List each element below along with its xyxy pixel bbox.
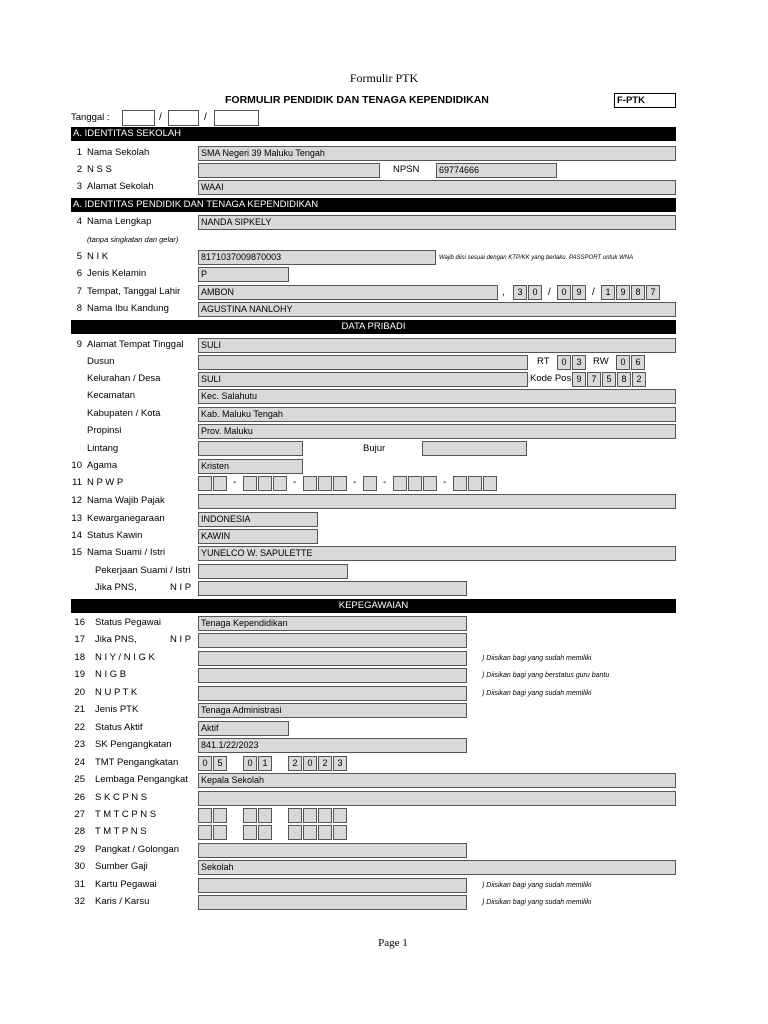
npwp-dash: -	[383, 477, 387, 488]
tmt-pengangkatan-label: TMT Pengangkatan	[95, 757, 179, 768]
npsn-label: NPSN	[393, 164, 420, 175]
tmt-cpns-digit[interactable]	[288, 808, 302, 823]
status-kawin-field[interactable]: KAWIN	[198, 529, 318, 544]
npwp-dash: -	[353, 477, 357, 488]
row-number: 23	[74, 739, 85, 750]
nss-field[interactable]	[198, 163, 380, 178]
sk-pengangkatan-label: SK Pengangkatan	[95, 739, 172, 750]
nama-lengkap-note: (tanpa singkatan dan gelar)	[87, 235, 179, 244]
npwp-digit[interactable]	[303, 476, 317, 491]
kodepos-label: Kode Pos	[530, 373, 572, 384]
kelurahan-field[interactable]: SULI	[198, 372, 528, 387]
sumber-gaji-field[interactable]: Sekolah	[198, 860, 676, 875]
agama-field[interactable]: Kristen	[198, 459, 303, 474]
nigb-field[interactable]	[198, 668, 467, 683]
kecamatan-label: Kecamatan	[87, 390, 136, 401]
row-number: 29	[74, 844, 85, 855]
thn-lahir-digit[interactable]: 8	[631, 285, 645, 300]
row-number: 3	[76, 181, 82, 192]
wajib-pajak-label: Nama Wajib Pajak	[87, 495, 165, 506]
tmt-cpns-digit[interactable]	[213, 808, 227, 823]
lintang-field[interactable]	[198, 441, 303, 456]
nuptk-field[interactable]	[198, 686, 467, 701]
nip-field[interactable]	[198, 633, 467, 648]
pekerjaan-pasangan-field[interactable]	[198, 564, 348, 579]
status-pegawai-label: Status Pegawai	[95, 617, 162, 628]
tmt-thn-digit[interactable]: 2	[288, 756, 302, 771]
row-number: 4	[76, 216, 82, 227]
row-number: 24	[74, 757, 85, 768]
npwp-label: N P W P	[87, 477, 124, 488]
npwp-digit[interactable]	[363, 476, 377, 491]
rw-digit[interactable]: 0	[616, 355, 630, 370]
kelurahan-label: Kelurahan / Desa	[87, 373, 161, 384]
rt-digit[interactable]: 0	[557, 355, 571, 370]
row-number: 11	[72, 477, 82, 488]
row-number: 12	[71, 495, 82, 506]
nuptk-note: ) Diisikan bagi yang sudah memiliki	[482, 690, 592, 697]
tmt-pns-digit[interactable]	[318, 825, 332, 840]
wajib-pajak-field[interactable]	[198, 494, 676, 509]
tmt-cpns-label: T M T C P N S	[95, 809, 157, 820]
pasangan-field[interactable]: YUNELCO W. SAPULETTE	[198, 546, 676, 561]
tmt-thn-digit[interactable]: 0	[303, 756, 317, 771]
thn-lahir-digit[interactable]: 1	[601, 285, 615, 300]
tmt-cpns-digit[interactable]	[318, 808, 332, 823]
npwp-digit[interactable]	[213, 476, 227, 491]
jika-pns-label: Jika PNS,	[95, 582, 137, 593]
row-number: 10	[71, 460, 82, 471]
status-aktif-field[interactable]: Aktif	[198, 721, 289, 736]
npwp-digit[interactable]	[468, 476, 482, 491]
ttl-comma: ,	[502, 287, 505, 298]
kartu-pegawai-note: ) Diisikan bagi yang sudah memiliki	[482, 882, 592, 889]
tmt-pns-digit[interactable]	[303, 825, 317, 840]
row-number: 16	[74, 617, 85, 628]
row-number: 17	[74, 634, 85, 645]
npwp-digit[interactable]	[333, 476, 347, 491]
npwp-digit[interactable]	[273, 476, 287, 491]
nama-lengkap-label: Nama Lengkap	[87, 216, 152, 227]
status-aktif-label: Status Aktif	[95, 722, 143, 733]
kartu-pegawai-field[interactable]	[198, 878, 467, 893]
page-number: Page 1	[378, 937, 408, 949]
kewarganegaraan-label: Kewarganegaraan	[87, 513, 165, 524]
tanggal-month-field[interactable]	[168, 110, 199, 126]
karis-karsu-note: ) Diisikan bagi yang sudah memiliki	[482, 899, 592, 906]
row-number: 25	[74, 774, 85, 785]
agama-label: Agama	[87, 460, 118, 471]
form-label: Formulir PTK	[349, 71, 419, 85]
alamat-sekolah-label: Alamat Sekolah	[87, 181, 154, 192]
rt-label: RT	[537, 356, 550, 367]
npwp-digit[interactable]	[423, 476, 437, 491]
kecamatan-field[interactable]: Kec. Salahutu	[198, 389, 676, 404]
npwp-digit[interactable]	[318, 476, 332, 491]
row-number: 13	[71, 513, 82, 524]
kodepos-digit[interactable]: 2	[632, 372, 646, 387]
tempat-lahir-field[interactable]: AMBON	[198, 285, 498, 300]
row-number: 1	[76, 147, 82, 158]
row-number: 2	[76, 164, 82, 175]
nama-sekolah-field[interactable]: SMA Negeri 39 Maluku Tengah	[198, 146, 676, 161]
tmt-tgl-digit[interactable]: 5	[213, 756, 227, 771]
section-data-pribadi: DATA PRIBADI	[71, 320, 676, 334]
nip-label: N I P	[170, 582, 192, 593]
nik-note: Wajib diisi sesuai dengan KTP/KK yang berlaku. PASSPORT untuk WNA	[439, 255, 634, 261]
npwp-dash: -	[443, 477, 447, 488]
status-kawin-label: Status Kawin	[87, 530, 143, 541]
jenis-kelamin-label: Jenis Kelamin	[87, 268, 147, 279]
npwp-digit[interactable]	[408, 476, 422, 491]
tmt-tgl-digit[interactable]: 0	[198, 756, 212, 771]
jenis-kelamin-field[interactable]: P	[198, 267, 289, 282]
kodepos-digit[interactable]: 7	[587, 372, 601, 387]
tmt-pns-digit[interactable]	[213, 825, 227, 840]
jenis-ptk-field[interactable]: Tenaga Administrasi	[198, 703, 467, 718]
sk-cpns-field[interactable]	[198, 791, 676, 806]
sumber-gaji-label: Sumber Gaji	[95, 861, 148, 872]
tanggal-day-field[interactable]	[122, 110, 155, 126]
nama-lengkap-field[interactable]: NANDA SIPKELY	[198, 215, 676, 230]
jika-pns-label: Jika PNS,	[95, 634, 137, 645]
nip-label: N I P	[170, 634, 192, 645]
niy-label: N I Y / N I G K	[95, 652, 155, 663]
ibu-kandung-field[interactable]: AGUSTINA NANLOHY	[198, 302, 676, 317]
pekerjaan-pasangan-label: Pekerjaan Suami / Istri	[95, 565, 191, 576]
row-number: 27	[74, 809, 85, 820]
rt-digit[interactable]: 3	[572, 355, 586, 370]
nuptk-label: N U P T K	[95, 687, 138, 698]
thn-lahir-digit[interactable]: 7	[646, 285, 660, 300]
form-title: FORMULIR PENDIDIK DAN TENAGA KEPENDIDIKAN	[225, 94, 489, 106]
npwp-digit[interactable]	[198, 476, 212, 491]
row-number: 22	[74, 722, 85, 733]
kodepos-digit[interactable]: 9	[572, 372, 586, 387]
row-number: 9	[76, 339, 82, 350]
npwp-dash: -	[233, 477, 237, 488]
tanggal-slash: /	[204, 112, 207, 123]
nip-pasangan-field[interactable]	[198, 581, 467, 596]
nigb-note: ) Diisikan bagi yang berstatus guru bantu	[482, 672, 610, 679]
lembaga-pengangkat-label: Lembaga Pengangkat	[95, 774, 188, 785]
npwp-dash: -	[293, 477, 297, 488]
ibu-kandung-label: Nama Ibu Kandung	[87, 303, 169, 314]
npwp-digit[interactable]	[483, 476, 497, 491]
pasangan-label: Nama Suami / Istri	[87, 547, 166, 558]
row-number: 5	[76, 251, 82, 262]
row-number: 15	[71, 547, 82, 558]
propinsi-label: Propinsi	[87, 425, 122, 436]
sk-cpns-label: S K C P N S	[95, 792, 148, 803]
pangkat-label: Pangkat / Golongan	[95, 844, 179, 855]
thn-lahir-digit[interactable]: 9	[616, 285, 630, 300]
rw-digit[interactable]: 6	[631, 355, 645, 370]
row-number: 30	[74, 861, 85, 872]
npwp-digit[interactable]	[453, 476, 467, 491]
lembaga-pengangkat-field[interactable]: Kepala Sekolah	[198, 773, 676, 788]
tmt-pns-digit[interactable]	[198, 825, 212, 840]
date-slash: /	[592, 287, 595, 298]
kabupaten-field[interactable]: Kab. Maluku Tengah	[198, 407, 676, 422]
tmt-bln-digit[interactable]: 0	[243, 756, 257, 771]
nik-label: N I K	[87, 251, 109, 262]
tmt-cpns-digit[interactable]	[198, 808, 212, 823]
tmt-bln-digit[interactable]: 1	[258, 756, 272, 771]
row-number: 26	[74, 792, 85, 803]
propinsi-field[interactable]: Prov. Maluku	[198, 424, 676, 439]
karis-karsu-field[interactable]	[198, 895, 467, 910]
tgl-lahir-digit[interactable]: 0	[528, 285, 542, 300]
form-code: F-PTK	[614, 93, 676, 108]
tmt-cpns-digit[interactable]	[303, 808, 317, 823]
tmt-cpns-digit[interactable]	[243, 808, 257, 823]
tanggal-label: Tanggal :	[71, 112, 110, 123]
npwp-digit[interactable]	[243, 476, 257, 491]
bln-lahir-digit[interactable]: 9	[572, 285, 586, 300]
tmt-cpns-digit[interactable]	[258, 808, 272, 823]
sk-pengangkatan-field[interactable]: 841.1/22/2023	[198, 738, 467, 753]
row-number: 14	[71, 530, 82, 541]
dusun-label: Dusun	[87, 356, 115, 367]
bujur-field[interactable]	[422, 441, 527, 456]
nigb-label: N I G B	[95, 669, 127, 680]
row-number: 21	[74, 704, 85, 715]
pangkat-field[interactable]	[198, 843, 467, 858]
tmt-pns-label: T M T P N S	[95, 826, 147, 837]
kewarganegaraan-field[interactable]: INDONESIA	[198, 512, 318, 527]
date-slash: /	[548, 287, 551, 298]
row-number: 7	[76, 286, 82, 297]
bln-lahir-digit[interactable]: 0	[557, 285, 571, 300]
npwp-digit[interactable]	[393, 476, 407, 491]
nama-sekolah-label: Nama Sekolah	[87, 147, 150, 158]
row-number: 6	[76, 268, 82, 279]
lintang-label: Lintang	[87, 443, 119, 454]
kartu-pegawai-label: Kartu Pegawai	[95, 879, 157, 890]
row-number: 28	[74, 826, 85, 837]
tmt-thn-digit[interactable]: 3	[333, 756, 347, 771]
row-number: 8	[76, 303, 82, 314]
kodepos-digit[interactable]: 8	[617, 372, 631, 387]
ttl-label: Tempat, Tanggal Lahir	[87, 286, 181, 297]
row-number: 31	[74, 879, 85, 890]
nss-label: N S S	[87, 164, 112, 175]
kodepos-digit[interactable]: 5	[602, 372, 616, 387]
alamat-label: Alamat Tempat Tinggal	[87, 339, 184, 350]
row-number: 18	[74, 652, 85, 663]
niy-note: ) Diisikan bagi yang sudah memiliki	[482, 655, 592, 662]
tmt-thn-digit[interactable]: 2	[318, 756, 332, 771]
bujur-label: Bujur	[363, 443, 386, 454]
section-identitas-ptk: A. IDENTITAS PENDIDIK DAN TENAGA KEPENDIDIKAN	[71, 198, 676, 212]
alamat-field[interactable]: SULI	[198, 338, 676, 353]
niy-field[interactable]	[198, 651, 467, 666]
row-number: 20	[74, 687, 85, 698]
status-pegawai-field[interactable]: Tenaga Kependidikan	[198, 616, 467, 631]
alamat-sekolah-field[interactable]: WAAI	[198, 180, 676, 195]
tmt-pns-digit[interactable]	[288, 825, 302, 840]
npsn-field[interactable]: 69774666	[436, 163, 557, 178]
tanggal-slash: /	[159, 112, 162, 123]
rw-label: RW	[593, 356, 609, 367]
kabupaten-label: Kabupaten / Kota	[87, 408, 161, 419]
dusun-field[interactable]	[198, 355, 528, 370]
tmt-pns-digit[interactable]	[243, 825, 257, 840]
section-kepegawaian: KEPEGAWAIAN	[71, 599, 676, 613]
karis-karsu-label: Karis / Karsu	[95, 896, 150, 907]
nik-field[interactable]: 8171037009870003	[198, 250, 436, 265]
row-number: 32	[74, 896, 85, 907]
tanggal-year-field[interactable]	[214, 110, 259, 126]
section-identitas-sekolah: A. IDENTITAS SEKOLAH	[71, 127, 676, 141]
tmt-pns-digit[interactable]	[258, 825, 272, 840]
jenis-ptk-label: Jenis PTK	[95, 704, 139, 715]
row-number: 19	[74, 669, 85, 680]
tmt-cpns-digit[interactable]	[333, 808, 347, 823]
tgl-lahir-digit[interactable]: 3	[513, 285, 527, 300]
npwp-digit[interactable]	[258, 476, 272, 491]
tmt-pns-digit[interactable]	[333, 825, 347, 840]
